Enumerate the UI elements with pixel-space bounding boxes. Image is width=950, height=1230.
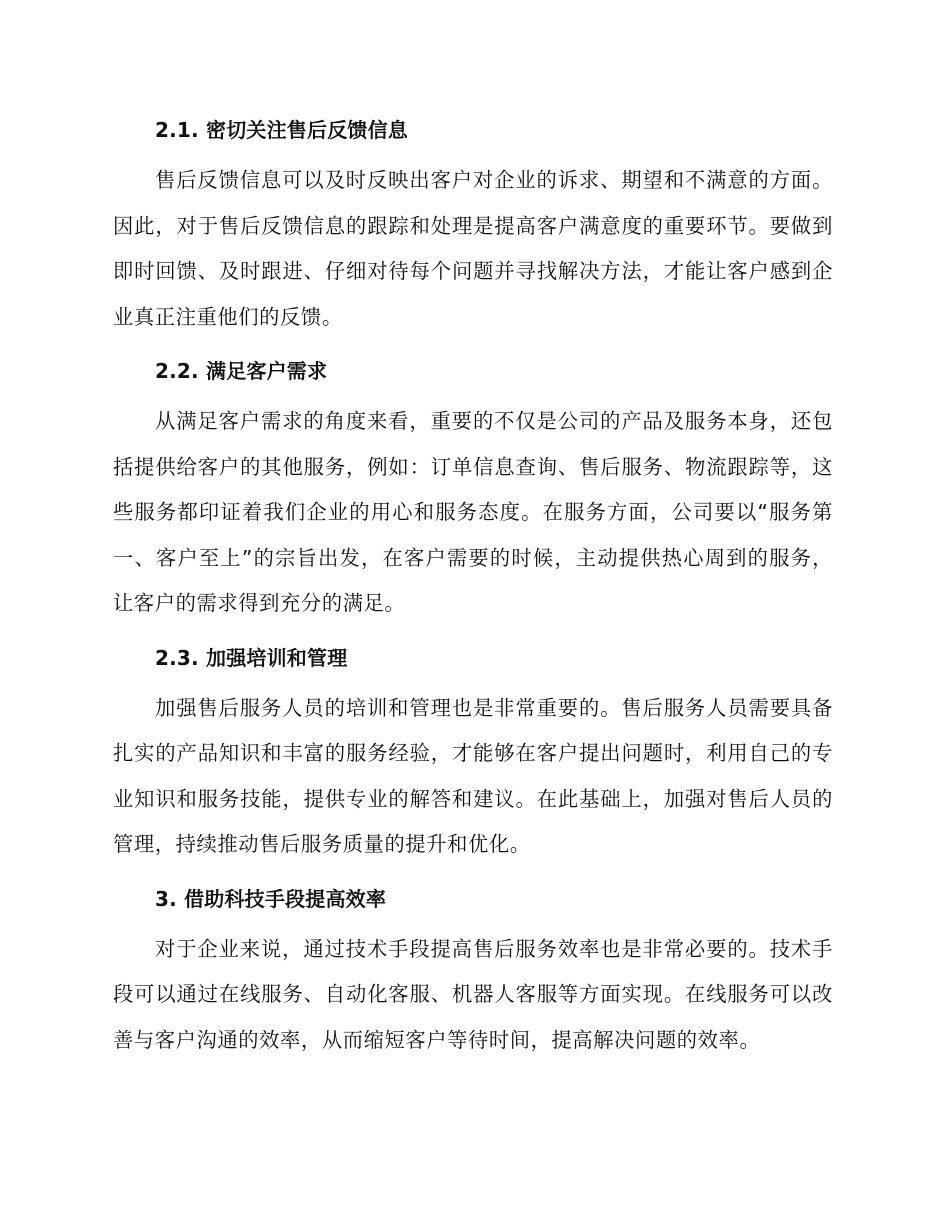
section-heading: 2.2. 满足客户需求 [155, 359, 328, 383]
section-paragraph: 加强售后服务人员的培训和管理也是非常重要的。售后服务人员需要具备扎实的产品知识和丰富的服务经验，才能够在客户提出问题时，利用自己的专业知识和服务技能，提供专业的解答和建议。在此基础上，加强对售后人员的管理，持续推动售后服务质量的提升和优化。 [113, 695, 833, 856]
section-2-3 [113, 636, 833, 868]
section-paragraph: 从满足客户需求的角度来看，重要的不仅是公司的产品及服务本身，还包括提供给客户的其他服务，例如：订单信息查询、售后服务、物流跟踪等，这些服务都印证着我们企业的用心和服务态度。在服务方面，公司要以“服务第一、客户至上”的宗旨出发，在客户需要的时候，主动提供热心周到的服务，让客户的需求得到充分的满足。 [113, 409, 833, 615]
section-paragraph: 售后反馈信息可以及时反映出客户对企业的诉求、期望和不满意的方面。因此，对于售后反馈信息的跟踪和处理是提高客户满意度的重要环节。要做到即时回馈、及时跟进、仔细对待每个问题并寻找解决方法，才能让客户感到企业真正注重他们的反馈。 [113, 168, 833, 329]
section-heading: 2.3. 加强培训和管理 [155, 645, 348, 670]
section-paragraph: 对于企业来说，通过技术手段提高售后服务效率也是非常必要的。技术手段可以通过在线服务、自动化客服、机器人客服等方面实现。在线服务可以改善与客户沟通的效率，从而缩短客户等待时间，提高解决问题的效率。 [113, 936, 833, 1052]
section-heading: 2.1. 密切关注售后反馈信息 [155, 118, 408, 142]
section-3 [113, 877, 833, 1064]
section-2-1 [113, 108, 833, 340]
section-2-2 [113, 349, 833, 627]
section-heading: 3. 借助科技手段提高效率 [155, 886, 387, 911]
document-body [113, 108, 833, 1063]
